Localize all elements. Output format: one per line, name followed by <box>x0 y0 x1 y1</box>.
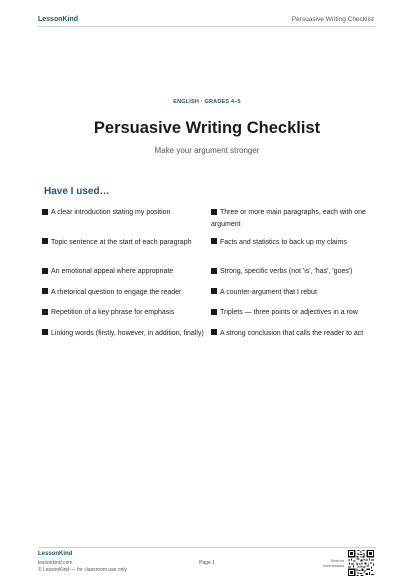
qr-code-icon[interactable] <box>348 550 374 576</box>
checkbox-icon[interactable] <box>211 288 217 294</box>
page-subtitle: Make your argument stronger <box>154 146 260 155</box>
checkbox-icon[interactable] <box>211 238 217 244</box>
checklist-item-label: Triplets — three points or adjectives in a row <box>220 309 358 316</box>
checklist-item[interactable] <box>211 266 377 280</box>
checklist-item-label: Linking words (firstly, however, in addition, finally) <box>51 329 204 337</box>
checklist-item-label: A rhetorical question to engage the reader <box>51 288 182 296</box>
checklist-item-label: A counter-argument that I rebut <box>220 288 317 296</box>
checklist-grid <box>42 207 377 357</box>
checklist-item-label: Strong, specific verbs (not 'is', 'has', 'goes') <box>220 268 353 275</box>
checkbox-icon[interactable] <box>211 309 217 315</box>
checkbox-icon[interactable] <box>211 268 217 274</box>
checklist-item[interactable] <box>211 328 377 351</box>
header-doc-title: Persuasive Writing Checklist <box>291 16 374 23</box>
checklist-item-label: A strong conclusion that calls the reader to act <box>220 329 364 337</box>
checklist-item-label: Three or more main paragraphs, each with one argument <box>211 209 366 228</box>
scan-caption-line: Scan for <box>330 559 344 563</box>
checklist-item[interactable] <box>42 328 208 351</box>
checklist-item[interactable] <box>42 266 208 280</box>
checkbox-icon[interactable] <box>42 309 48 315</box>
checkbox-icon[interactable] <box>42 268 48 274</box>
page-title: Persuasive Writing Checklist <box>93 119 321 137</box>
checklist-item[interactable] <box>42 287 208 301</box>
subject-label: ENGLISH · GRADES 4–5 <box>173 99 241 105</box>
footer-divider <box>38 547 376 548</box>
checklist-item-label: Topic sentence at the start of each paragraph <box>51 238 192 246</box>
page-header <box>0 0 414 26</box>
footer-site-link[interactable]: lessonkind.com <box>38 560 73 566</box>
checkbox-icon[interactable] <box>42 209 48 215</box>
checkbox-icon[interactable] <box>42 329 48 335</box>
checklist-item[interactable] <box>42 237 208 260</box>
checkbox-icon[interactable] <box>42 288 48 294</box>
header-divider <box>38 26 376 27</box>
footer-brand: LessonKind <box>38 551 73 557</box>
checklist-item[interactable] <box>211 237 377 260</box>
page-number: Page 1 <box>199 560 215 566</box>
footer-copyright: © LessonKind — for classroom use only <box>38 567 128 573</box>
scan-caption <box>314 559 344 568</box>
checkbox-icon[interactable] <box>211 209 217 215</box>
checklist-item[interactable] <box>42 207 208 230</box>
checklist-item-label: Repetition of a key phrase for emphasis <box>51 309 175 316</box>
checkbox-icon[interactable] <box>211 329 217 335</box>
scan-caption-line: more lessons <box>323 563 344 568</box>
checklist-item[interactable] <box>211 307 377 321</box>
checkbox-icon[interactable] <box>42 238 48 244</box>
section-heading: Have I used… <box>44 186 110 197</box>
checklist-item-label: A clear introduction stating my position <box>51 209 171 216</box>
checklist-item-label: An emotional appeal where appropriate <box>51 268 174 275</box>
checklist-item[interactable] <box>211 207 377 230</box>
checklist-item-label: Facts and statistics to back up my claims <box>220 238 347 246</box>
brand-logo-text: LessonKind <box>38 16 79 23</box>
checklist-item[interactable] <box>42 307 208 321</box>
checklist-item[interactable] <box>211 287 377 301</box>
